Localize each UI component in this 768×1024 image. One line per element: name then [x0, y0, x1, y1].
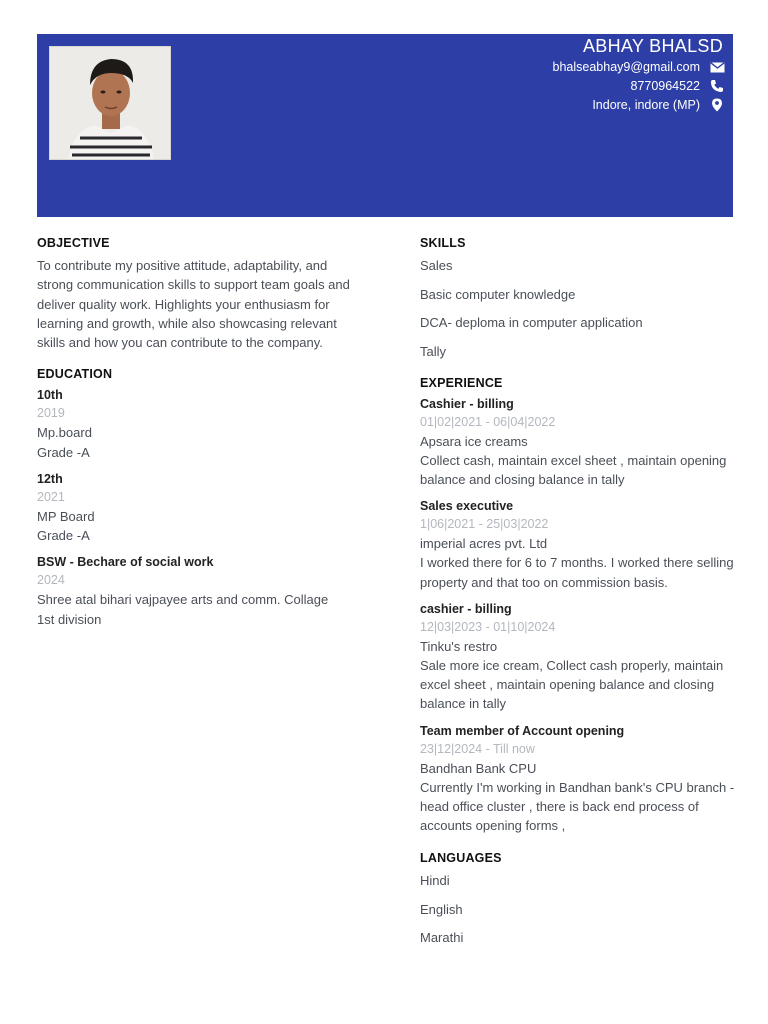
phone-icon — [709, 79, 725, 93]
experience-description: Collect cash, maintain excel sheet , maintain opening balance and closing balance in tally — [420, 452, 727, 487]
education-degree: BSW - Bechare of social work — [37, 555, 214, 570]
skill-item: DCA- deploma in computer application — [420, 315, 643, 330]
phone-text[interactable]: 8770964522 — [630, 79, 700, 93]
education-item — [37, 387, 357, 461]
experience-role: Team member of Account opening — [420, 723, 625, 738]
objective-text: To contribute my positive attitude, adaptability, and strong communication skills to support team goals and deliver quality work. Highlights your enthusiasm for learning and growth, while also showcasing relevant skills and how you can contribute to the company. — [37, 258, 350, 351]
experience-company: Apsara ice creams — [420, 433, 528, 449]
experience-company: Bandhan Bank CPU — [420, 760, 537, 776]
experience-role: Cashier - billing — [420, 396, 514, 411]
experience-item — [420, 498, 738, 592]
education-board: MP Board — [37, 508, 95, 524]
objective-heading: OBJECTIVE — [37, 236, 110, 250]
contact-email — [553, 60, 726, 74]
skill-item: Basic computer knowledge — [420, 286, 576, 302]
education-heading: EDUCATION — [37, 367, 113, 382]
experience-dates: 1|06|2021 - 25|03|2022 — [420, 517, 549, 532]
experience-role: Sales executive — [420, 499, 514, 514]
left-column — [37, 236, 357, 629]
experience-item — [420, 723, 738, 836]
education-board: Shree atal bihari vajpayee arts and comm. Collage — [37, 592, 329, 608]
experience-heading: EXPERIENCE — [420, 375, 503, 390]
right-column — [420, 236, 738, 957]
education-year: 2021 — [37, 489, 65, 504]
education-item — [37, 554, 357, 628]
profile-photo — [49, 46, 171, 160]
education-grade: Grade -A — [37, 528, 90, 544]
experience-item — [420, 396, 738, 490]
skill-item: Sales — [420, 258, 453, 273]
experience-description: I worked there for 6 to 7 months. I worked there selling property and that too on commission basis. — [420, 555, 734, 590]
experience-dates: 12|03|2023 - 01|10|2024 — [420, 619, 556, 634]
language-item: Marathi — [420, 930, 464, 946]
experience-description: Currently I'm working in Bandhan bank's CPU branch - head office cluster , there is back end process of accounts opening forms , — [420, 779, 735, 834]
education-year: 2024 — [37, 573, 65, 588]
experience-role: cashier - billing — [420, 601, 512, 616]
education-item — [37, 471, 357, 545]
contact-location — [592, 98, 725, 112]
experience-dates: 23|12|2024 - Till now — [420, 741, 535, 756]
objective-section — [37, 236, 357, 352]
experience-description: Sale more ice cream, Collect cash properly, maintain excel sheet , maintain opening balance and closing balance in tally — [420, 657, 724, 712]
candidate-name: ABHAY BHALSD — [583, 36, 723, 56]
experience-section — [420, 376, 738, 836]
location-pin-icon — [709, 98, 725, 112]
languages-heading: LANGUAGES — [420, 851, 502, 866]
envelope-icon — [709, 60, 725, 74]
skill-item: Tally — [420, 343, 447, 359]
education-degree: 12th — [37, 471, 63, 486]
language-item: Hindi — [420, 873, 450, 889]
experience-company: Tinku's restro — [420, 638, 498, 654]
skills-section — [420, 236, 738, 361]
profile-photo-image — [50, 47, 171, 160]
language-item: English — [420, 901, 463, 917]
education-grade: Grade -A — [37, 444, 90, 460]
location-text: Indore, indore (MP) — [592, 98, 700, 112]
education-board: Mp.board — [37, 425, 92, 441]
experience-item — [420, 601, 738, 714]
contact-phone — [630, 79, 725, 93]
resume-header — [37, 34, 733, 217]
education-degree: 10th — [37, 388, 63, 403]
education-section — [37, 367, 357, 628]
education-year: 2019 — [37, 406, 65, 421]
education-grade: 1st division — [37, 611, 102, 627]
languages-section — [420, 851, 738, 947]
email-text[interactable]: bhalseabhay9@gmail.com — [552, 60, 700, 74]
experience-dates: 01|02|2021 - 06|04|2022 — [420, 414, 556, 429]
experience-company: imperial acres pvt. Ltd — [420, 536, 548, 552]
skills-heading: SKILLS — [420, 236, 466, 250]
